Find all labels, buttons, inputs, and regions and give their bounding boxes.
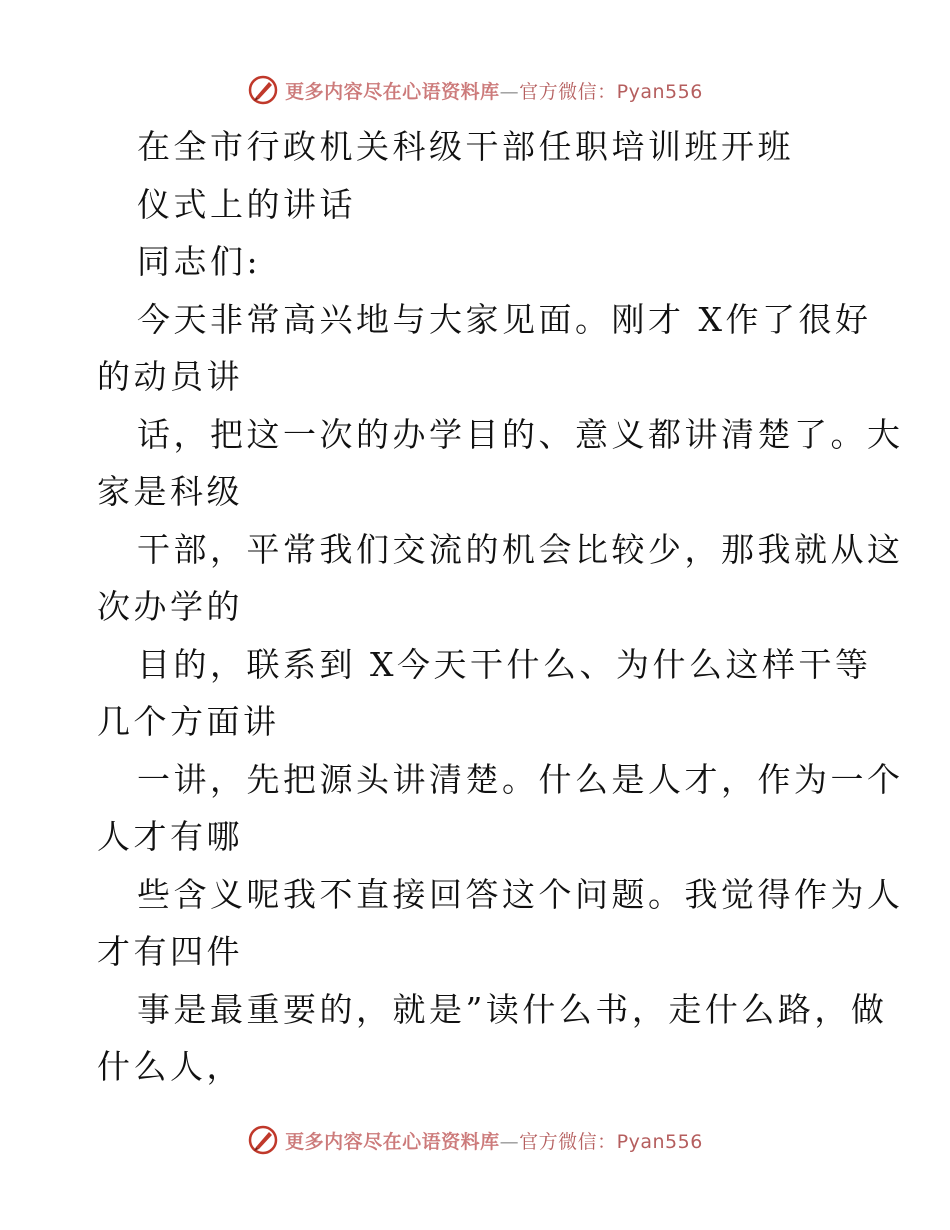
paragraph-line: 今天非常高兴地与大家见面。刚才 X作了很好: [137, 299, 872, 339]
paragraph-line: 事是最重要的，就是”读什么书，走什么路，做: [137, 989, 888, 1029]
paragraph-line: 的动员讲: [97, 357, 243, 396]
pen-logo-icon: [247, 1124, 279, 1156]
paragraph-line: 人才有哪: [97, 817, 243, 856]
footer-banner-wechat: 官方微信：Pyan556: [519, 1130, 703, 1153]
pen-logo-icon: [247, 74, 279, 106]
footer-banner-title: 更多内容尽在心语资料库: [285, 1130, 500, 1153]
header-banner-wechat: 官方微信：Pyan556: [519, 80, 703, 103]
footer-banner-text: [285, 1127, 703, 1154]
paragraph-line: 才有四件: [97, 932, 243, 971]
footer-banner: [0, 1120, 950, 1160]
header-banner-separator: —: [499, 80, 520, 103]
paragraph-line: 家是科级: [97, 472, 243, 511]
paragraph-line: 干部，平常我们交流的机会比较少，那我就从这: [137, 529, 904, 569]
paragraph-line: 目的，联系到 X今天干什么、为什么这样干等: [137, 644, 872, 684]
header-banner-text: [285, 77, 703, 104]
header-banner: [0, 70, 950, 110]
document-title-line-1: 在全市行政机关科级干部任职培训班开班: [137, 127, 794, 166]
paragraph-line: 次办学的: [97, 587, 243, 626]
paragraph-line: 话，把这一次的办学目的、意义都讲清楚了。大: [137, 414, 904, 454]
salutation: 同志们:: [137, 242, 262, 281]
footer-banner-separator: —: [499, 1130, 520, 1153]
paragraph-line: 什么人，: [97, 1047, 243, 1086]
header-banner-title: 更多内容尽在心语资料库: [285, 80, 500, 103]
document-title-line-2: 仪式上的讲话: [137, 184, 356, 224]
paragraph-line: 一讲，先把源头讲清楚。什么是人才，作为一个: [137, 759, 904, 799]
paragraph-line: 几个方面讲: [97, 702, 280, 741]
paragraph-line: 些含义呢我不直接回答这个问题。我觉得作为人: [137, 874, 904, 914]
document-body: [97, 118, 904, 1096]
